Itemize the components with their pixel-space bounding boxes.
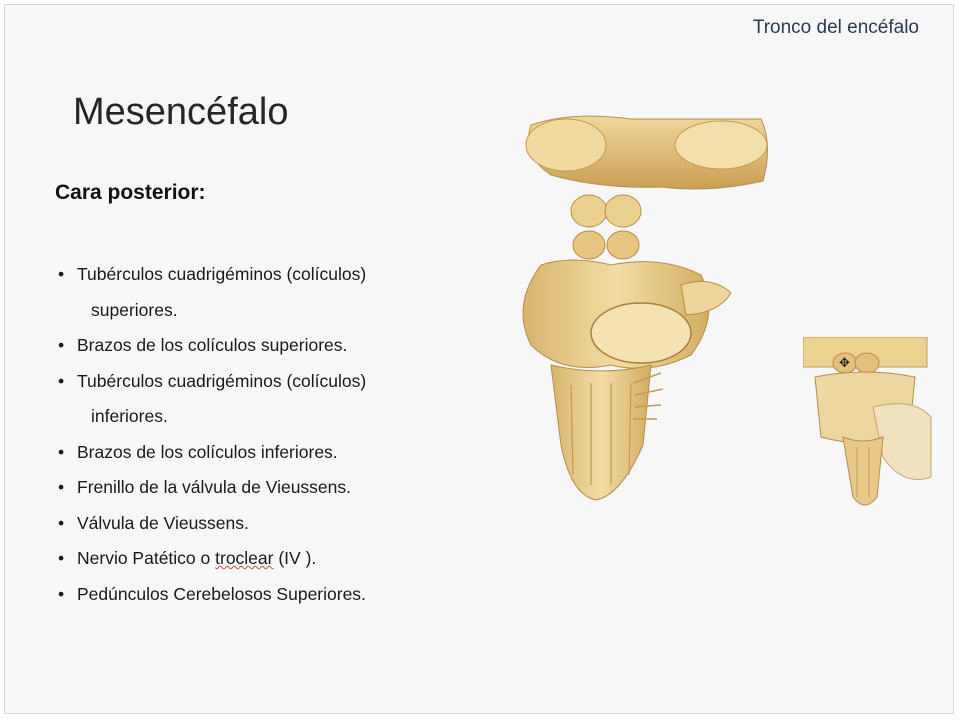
bullet-item [55,577,455,613]
bullet-text-pre: Nervio Patético o [77,548,216,568]
spellcheck-flagged-word: troclear [215,548,274,568]
brainstem-posterior-illustration [511,115,773,505]
bullet-text: Frenillo de la válvula de Vieussens. [77,477,352,497]
bullet-item [55,506,455,542]
move-cursor-icon: ✥ [839,355,850,370]
bullet-item [55,257,455,328]
bullet-item [55,541,455,577]
bullet-text-continuation: inferiores. [91,406,168,426]
bullet-item [55,470,455,506]
slide-title: Mesencéfalo [73,91,289,133]
bullet-text-post: (IV ). [273,548,317,568]
bullet-item [55,435,455,471]
subheading-cara-posterior: Cara posterior: [55,181,206,204]
section-title: Tronco del encéfalo [752,17,919,38]
bullet-text: Pedúnculos Cerebelosos Superiores. [77,583,366,604]
bullet-text: Tubérculos cuadrigéminos (colículos) [77,370,367,391]
bullet-text: Válvula de Vieussens. [77,512,249,533]
bullet-list [55,257,455,612]
bullet-text-continuation: superiores. [91,299,178,320]
bullet-text: Brazos de los colículos superiores. [77,335,348,355]
bullet-text: Brazos de los colículos inferiores. [77,441,338,462]
slide-canvas [4,4,954,714]
brainstem-small-illustration [803,337,933,517]
bullet-item [55,328,455,364]
bullet-item [55,364,455,435]
bullet-text: Tubérculos cuadrigéminos (colículos) [77,264,367,284]
